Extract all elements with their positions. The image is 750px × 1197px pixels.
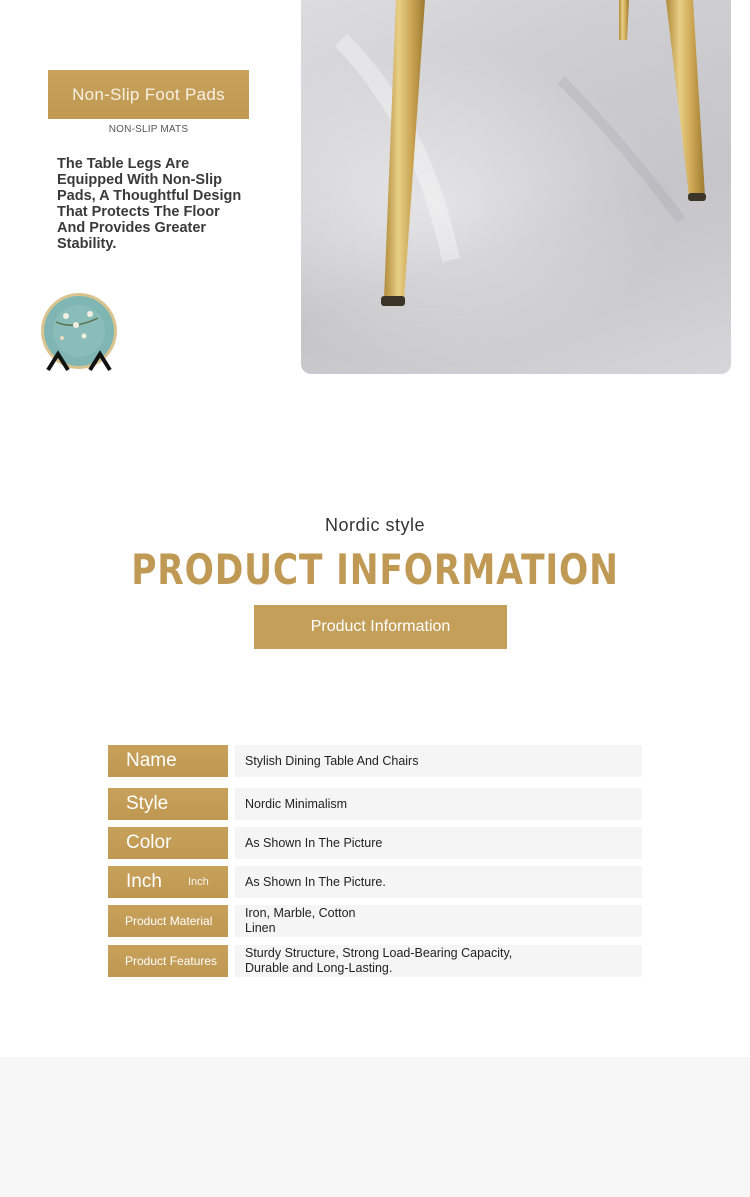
footer-section <box>0 1057 750 1197</box>
product-information-title: PRODUCT INFORMATION <box>131 545 619 594</box>
spec-label: Product Features <box>108 945 228 977</box>
spec-label: Product Material <box>108 905 228 937</box>
spec-label: Name <box>108 745 228 777</box>
table-leg-photo <box>301 0 731 374</box>
spec-row-style <box>108 788 642 820</box>
spec-label <box>108 866 228 898</box>
spec-row-name <box>108 745 642 777</box>
spec-row-material <box>108 905 642 937</box>
spec-label-text: Inch <box>126 871 162 892</box>
spec-row-inch <box>108 866 642 898</box>
product-information-banner <box>254 605 507 649</box>
spec-label-sublabel: Inch <box>188 876 209 888</box>
product-information-banner-label: Product Information <box>310 618 451 635</box>
spec-value: As Shown In The Picture <box>235 827 642 859</box>
decorative-plate-image <box>38 292 120 374</box>
spec-row-features <box>108 945 642 977</box>
spec-value: Stylish Dining Table And Chairs <box>235 745 642 777</box>
spec-label: Style <box>108 788 228 820</box>
spec-value: Sturdy Structure, Strong Load-Bearing Capacity, Durable and Long-Lasting. <box>235 945 642 977</box>
spec-label: Color <box>108 827 228 859</box>
spec-row-color <box>108 827 642 859</box>
spec-value: Nordic Minimalism <box>235 788 642 820</box>
feature-description: The Table Legs Are Equipped With Non-Slip Pads, A Thoughtful Design That Protects The Floor And Provides Greater Stability. <box>57 156 242 252</box>
feature-banner <box>48 70 249 119</box>
feature-subtitle: NON-SLIP MATS <box>108 124 189 135</box>
spec-value: Iron, Marble, Cotton Linen <box>235 905 642 937</box>
feature-banner-title: Non-Slip Foot Pads <box>72 84 225 104</box>
spec-value: As Shown In The Picture. <box>235 866 642 898</box>
style-subheading: Nordic style <box>324 515 426 535</box>
